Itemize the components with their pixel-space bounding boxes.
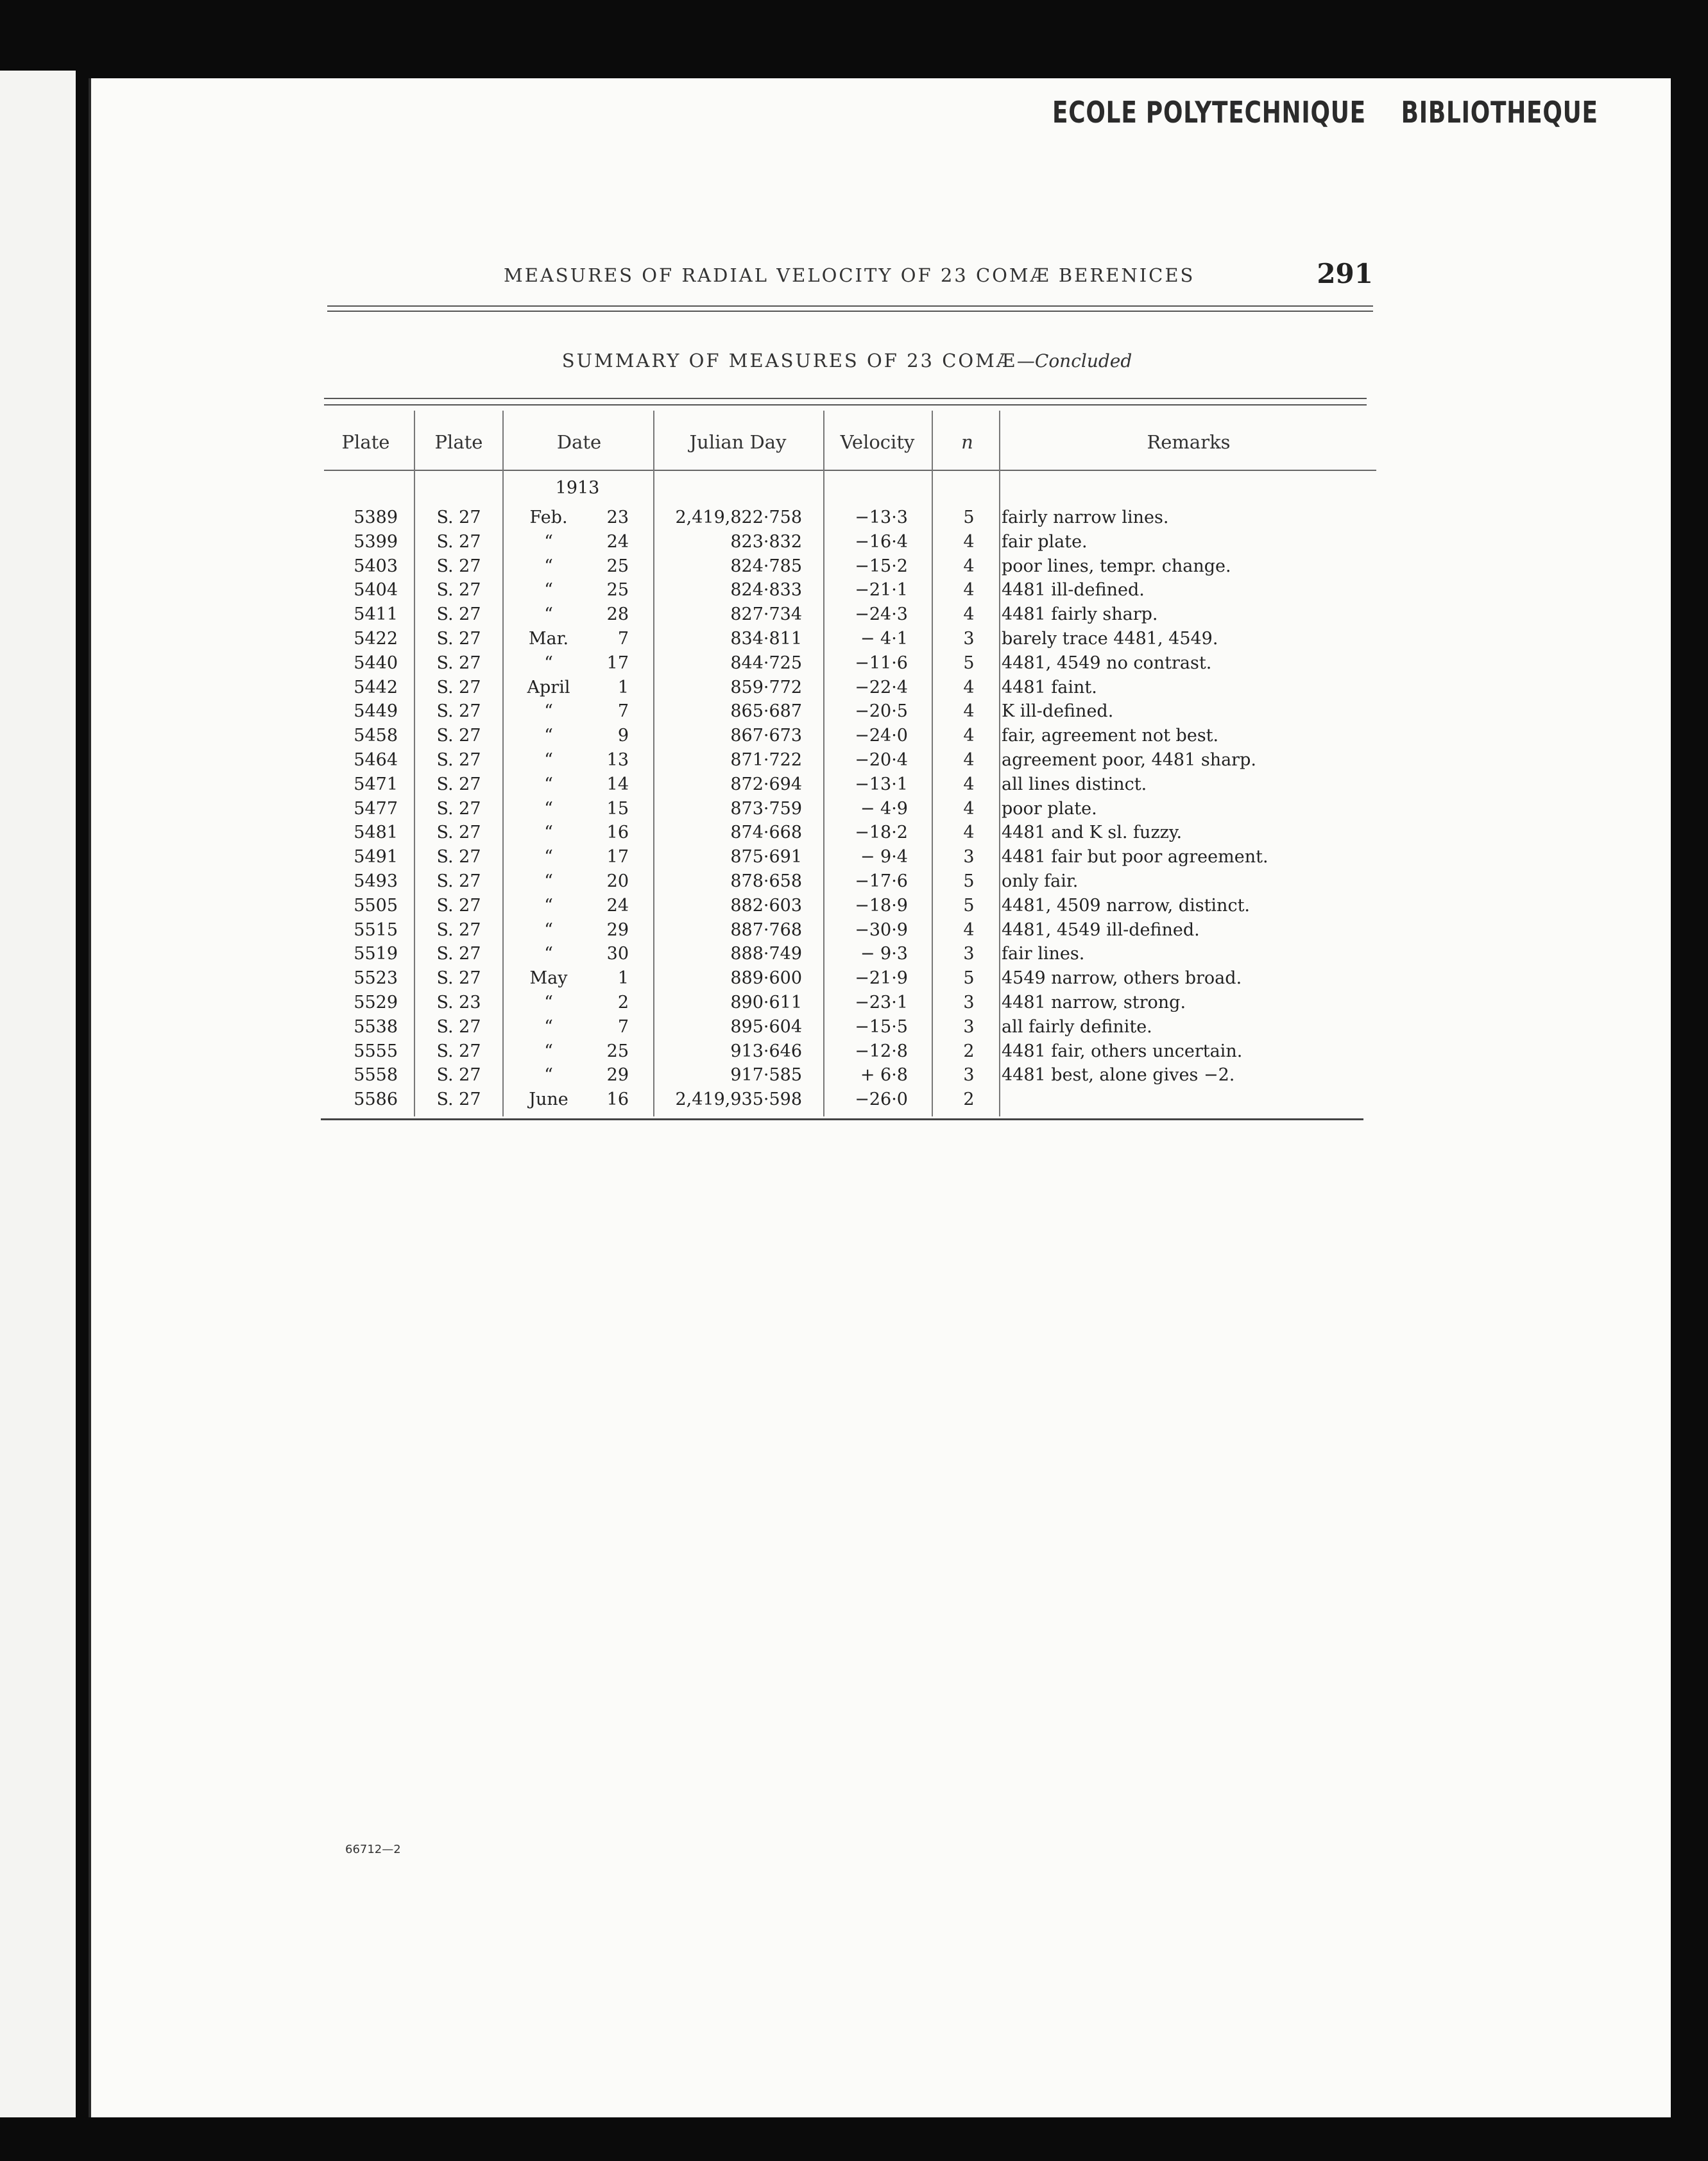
spectrograph-cell: S. 27 [436,774,481,794]
velocity-cell: −18·2 [855,823,908,843]
n-cell: 4 [963,823,975,843]
plate-cell: 5403 [354,556,398,576]
plate-cell: 5449 [354,701,398,722]
spectrograph-cell: S. 27 [436,580,481,601]
n-cell: 3 [963,847,975,867]
month-cell: “ [544,798,553,819]
julian-day-cell: 875·691 [730,847,802,867]
header-bottom-rule [324,470,1376,471]
velocity-cell: −24·3 [855,604,908,625]
table-bottom-rule [321,1118,1363,1120]
day-cell: 28 [606,604,629,625]
day-cell: 25 [606,1041,629,1061]
spectrograph-cell: S. 27 [436,556,481,576]
month-cell: “ [544,1041,553,1061]
n-cell: 4 [963,580,975,601]
day-cell: 13 [606,750,629,770]
plate-cell: 5464 [354,750,398,770]
n-cell: 5 [963,968,975,989]
n-cell: 4 [963,919,975,940]
day-cell: 29 [606,919,629,940]
n-cell: 5 [963,895,975,916]
velocity-cell: −23·1 [855,993,908,1012]
header-plate: Plate [341,431,390,453]
day-cell: 7 [617,1016,629,1037]
n-cell: 4 [963,726,975,746]
spectrograph-cell: S. 27 [436,726,481,746]
plate-cell: 5538 [354,1016,398,1037]
remarks-cell: all lines distinct. [1002,774,1147,794]
page-number: 291 [1317,258,1373,289]
month-cell: “ [544,556,553,576]
remarks-cell: 4481 ill-defined. [1002,580,1145,601]
column-divider [502,411,504,1116]
plate-cell: 5399 [354,531,398,552]
column-divider [653,411,654,1116]
n-cell: 4 [963,750,975,770]
julian-day-cell: 2,419,935·598 [675,1089,802,1110]
remarks-cell: fairly narrow lines. [1002,508,1169,527]
column-divider [823,411,824,1116]
velocity-cell: −30·9 [855,919,908,940]
day-cell: 2 [617,993,629,1012]
spectrograph-cell: S. 27 [436,1041,481,1061]
julian-day-cell: 859·772 [730,677,802,697]
month-cell: Mar. [528,629,569,649]
column-divider [999,411,1000,1116]
spectrograph-cell: S. 27 [436,1016,481,1037]
remarks-cell: 4481, 4549 no contrast. [1002,653,1212,673]
velocity-cell: −24·0 [855,726,908,746]
month-cell: “ [544,1065,553,1086]
spectrograph-cell: S. 27 [436,944,481,964]
n-cell: 3 [963,629,975,649]
remarks-cell: poor lines, tempr. change. [1002,556,1231,576]
plate-cell: 5505 [354,895,398,916]
day-cell: 25 [606,556,629,576]
header-n: n [961,431,973,453]
plate-cell: 5519 [354,944,398,964]
stamp-left: ECOLE POLYTECHNIQUE [1052,95,1366,130]
table-top-rule-2 [324,404,1367,406]
month-cell: “ [544,919,553,940]
day-cell: 14 [606,774,629,794]
velocity-cell: −11·6 [855,653,908,673]
spectrograph-cell: S. 27 [436,701,481,722]
day-cell: 7 [617,701,629,722]
spectrograph-cell: S. 27 [436,750,481,770]
velocity-cell: − 4·1 [860,629,908,649]
plate-cell: 5411 [354,604,398,625]
day-cell: 7 [617,629,629,649]
month-cell: April [527,677,570,697]
month-cell: Feb. [529,508,568,527]
day-cell: 17 [606,847,629,867]
remarks-cell: all fairly definite. [1002,1016,1152,1037]
spectrograph-cell: S. 27 [436,508,481,527]
month-cell: “ [544,871,553,891]
julian-day-cell: 2,419,822·758 [675,508,802,527]
remarks-cell: 4481 faint. [1002,677,1097,697]
header-julian-day: Julian Day [689,431,787,453]
julian-day-cell: 867·673 [730,726,802,746]
julian-day-cell: 889·600 [730,968,802,989]
spectrograph-cell: S. 27 [436,968,481,989]
day-cell: 24 [606,531,629,552]
month-cell: “ [544,604,553,625]
remarks-cell: fair plate. [1002,531,1088,552]
day-cell: 23 [606,508,629,527]
header-remarks: Remarks [1147,431,1231,453]
julian-day-cell: 874·668 [730,823,802,843]
day-cell: 29 [606,1065,629,1086]
velocity-cell: −26·0 [855,1089,908,1110]
day-cell: 1 [617,968,629,989]
n-cell: 3 [963,993,975,1012]
month-cell: “ [544,944,553,964]
n-cell: 4 [963,604,975,625]
column-divider [414,411,415,1116]
remarks-cell: fair lines. [1002,944,1085,964]
julian-day-cell: 887·768 [730,919,802,940]
julian-day-cell: 871·722 [730,750,802,770]
month-cell: “ [544,993,553,1012]
remarks-cell: fair, agreement not best. [1002,726,1219,746]
header-velocity: Velocity [840,431,915,453]
velocity-cell: −17·6 [855,871,908,891]
spectrograph-cell: S. 27 [436,653,481,673]
plate-cell: 5477 [354,798,398,819]
remarks-cell: poor plate. [1002,798,1097,819]
head-rule-1 [327,305,1373,307]
remarks-cell: 4481 fair but poor agreement. [1002,847,1268,867]
spectrograph-cell: S. 27 [436,895,481,916]
spectrograph-cell: S. 27 [436,871,481,891]
n-cell: 4 [963,701,975,722]
running-head-title: MEASURES OF RADIAL VELOCITY OF 23 COMÆ BERENICES [504,264,1195,286]
plate-cell: 5493 [354,871,398,891]
spectrograph-cell: S. 27 [436,847,481,867]
plate-cell: 5458 [354,726,398,746]
n-cell: 3 [963,944,975,964]
table-title [321,350,1373,372]
n-cell: 4 [963,677,975,697]
velocity-cell: −15·2 [855,556,908,576]
julian-day-cell: 834·811 [730,629,802,649]
day-cell: 1 [617,677,629,697]
velocity-cell: − 9·4 [860,847,908,867]
day-cell: 16 [606,1089,629,1110]
velocity-cell: −22·4 [855,677,908,697]
spectrograph-cell: S. 27 [436,798,481,819]
plate-cell: 5440 [354,653,398,673]
remarks-cell: 4481, 4549 ill-defined. [1002,919,1200,940]
day-cell: 9 [617,726,629,746]
library-stamp [1052,95,1598,130]
spectrograph-cell: S. 27 [436,1065,481,1086]
velocity-cell: −13·3 [855,508,908,527]
plate-cell: 5471 [354,774,398,794]
julian-day-cell: 913·646 [730,1041,802,1061]
velocity-cell: − 9·3 [860,944,908,964]
julian-day-cell: 844·725 [730,653,802,673]
plate-cell: 5404 [354,580,398,601]
remarks-cell: barely trace 4481, 4549. [1002,629,1218,649]
velocity-cell: −16·4 [855,531,908,552]
day-cell: 16 [606,823,629,843]
month-cell: “ [544,895,553,916]
header-plate-2: Plate [434,431,483,453]
velocity-cell: −15·5 [855,1016,908,1037]
table-top-rule-1 [324,398,1367,399]
spectrograph-cell: S. 27 [436,629,481,649]
day-cell: 20 [606,871,629,891]
n-cell: 4 [963,531,975,552]
julian-day-cell: 872·694 [730,774,802,794]
n-cell: 5 [963,653,975,673]
stamp-right: BIBLIOTHEQUE [1401,95,1598,130]
month-cell: “ [544,823,553,843]
julian-day-cell: 890·611 [730,993,802,1012]
n-cell: 2 [963,1041,975,1061]
table-title-main: SUMMARY OF MEASURES OF 23 COMÆ [561,350,1017,372]
julian-day-cell: 824·833 [730,580,802,601]
day-cell: 30 [606,944,629,964]
velocity-cell: −20·4 [855,750,908,770]
head-rule-2 [327,311,1373,312]
velocity-cell: −20·5 [855,701,908,722]
table-title-suffix: —Concluded [1016,350,1132,372]
n-cell: 4 [963,774,975,794]
spectrograph-cell: S. 27 [436,919,481,940]
month-cell: May [529,968,568,989]
julian-day-cell: 823·832 [730,531,802,552]
n-cell: 5 [963,508,975,527]
month-cell: “ [544,653,553,673]
plate-cell: 5515 [354,919,398,940]
spectrograph-cell: S. 23 [436,993,481,1012]
plate-cell: 5491 [354,847,398,867]
month-cell: “ [544,1016,553,1037]
day-cell: 17 [606,653,629,673]
julian-day-cell: 882·603 [730,895,802,916]
julian-day-cell: 824·785 [730,556,802,576]
month-cell: “ [544,531,553,552]
remarks-cell: 4481 narrow, strong. [1002,993,1186,1012]
day-cell: 15 [606,798,629,819]
velocity-cell: −13·1 [855,774,908,794]
n-cell: 3 [963,1065,975,1086]
plate-cell: 5586 [354,1089,398,1110]
velocity-cell: −21·9 [855,968,908,989]
month-cell: “ [544,726,553,746]
velocity-cell: −18·9 [855,895,908,916]
julian-day-cell: 873·759 [730,798,802,819]
plate-cell: 5442 [354,677,398,697]
remarks-cell: 4481 and K sl. fuzzy. [1002,823,1183,843]
month-cell: “ [544,580,553,601]
remarks-cell [1002,1088,1361,1111]
plate-cell: 5389 [354,508,398,527]
spectrograph-cell: S. 27 [436,823,481,843]
plate-cell: 5481 [354,823,398,843]
remarks-cell: agreement poor, 4481 sharp. [1002,750,1256,770]
remarks-cell: 4481, 4509 narrow, distinct. [1002,895,1251,916]
month-cell: “ [544,701,553,722]
plate-cell: 5555 [354,1041,398,1061]
julian-day-cell: 895·604 [730,1016,802,1037]
n-cell: 5 [963,871,975,891]
remarks-cell: 4481 fair, others uncertain. [1002,1041,1243,1061]
remarks-cell: K ill-defined. [1002,701,1114,722]
n-cell: 4 [963,798,975,819]
day-cell: 25 [606,580,629,601]
month-cell: “ [544,750,553,770]
julian-day-cell: 827·734 [730,604,802,625]
column-divider [932,411,933,1116]
plate-cell: 5422 [354,629,398,649]
header-date: Date [556,431,602,453]
remarks-cell: 4481 best, alone gives −2. [1002,1065,1235,1086]
julian-day-cell: 878·658 [730,871,802,891]
velocity-cell: −12·8 [855,1041,908,1061]
printer-code: 66712—2 [345,1843,401,1856]
year-label: 1913 [555,478,600,498]
plate-cell: 5523 [354,968,398,989]
remarks-cell: 4549 narrow, others broad. [1002,968,1242,989]
n-cell: 4 [963,556,975,576]
velocity-cell: − 4·9 [860,798,908,819]
month-cell: June [529,1089,568,1110]
velocity-cell: −21·1 [855,580,908,601]
month-cell: “ [544,847,553,867]
julian-day-cell: 865·687 [730,701,802,722]
spectrograph-cell: S. 27 [436,604,481,625]
remarks-cell: 4481 fairly sharp. [1002,604,1158,625]
spectrograph-cell: S. 27 [436,1089,481,1110]
plate-cell: 5529 [354,993,398,1012]
spectrograph-cell: S. 27 [436,677,481,697]
spectrograph-cell: S. 27 [436,531,481,552]
day-cell: 24 [606,895,629,916]
julian-day-cell: 917·585 [730,1065,802,1086]
velocity-cell: + 6·8 [860,1065,908,1086]
julian-day-cell: 888·749 [730,944,802,964]
n-cell: 2 [963,1089,975,1110]
plate-cell: 5558 [354,1065,398,1086]
adjacent-page-edge [0,71,76,2117]
n-cell: 3 [963,1016,975,1037]
remarks-cell: only fair. [1002,871,1079,891]
month-cell: “ [544,774,553,794]
